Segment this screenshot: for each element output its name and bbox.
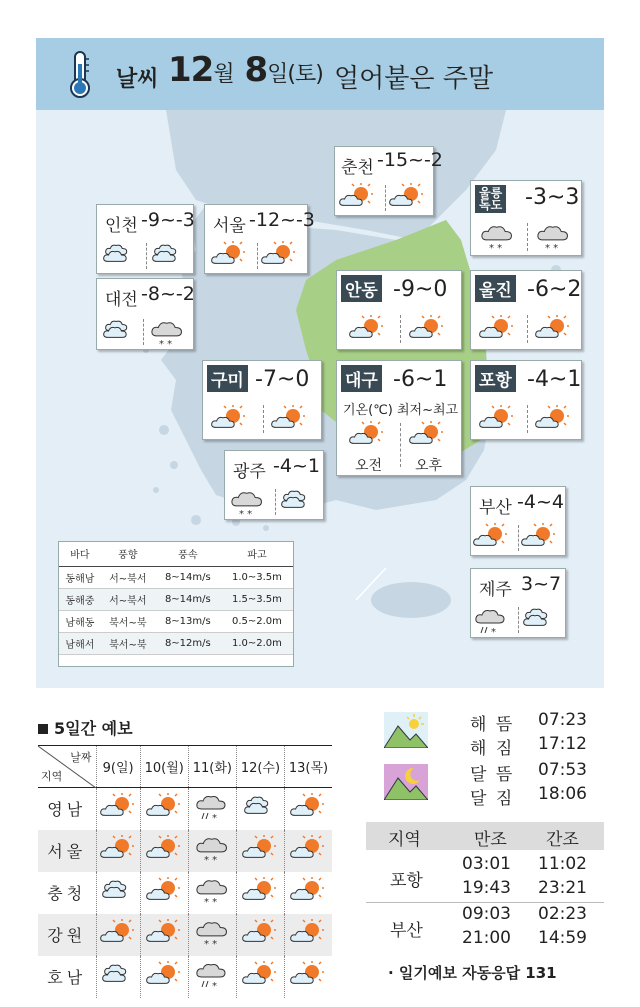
partly-cloudy-icon [146,974,182,993]
forecast-region: 호남 [47,968,87,987]
forecast-cell [96,830,140,872]
tide-divider [366,902,604,903]
tide-value: 09:03 [462,904,511,924]
city-temp: -9~-3 [141,209,195,231]
tide-header: 지역 만조 간조 [366,822,604,850]
sea-header-cell: 풍향 [101,542,155,566]
divider [263,405,264,433]
sea-cell: 1.0~2.0m [221,632,293,654]
snow-icon [194,892,230,911]
snow-icon [194,934,230,953]
svg-text:* *: * * [204,938,218,949]
sea-cell: 북서~북 [101,610,155,632]
city-name: 광주 [233,462,266,482]
partly-cloudy-icon [389,183,425,215]
partly-cloudy-icon [242,932,278,951]
forecast-cell [96,956,140,998]
forecast-cell [284,830,332,872]
city-temp: -8~-2 [141,283,195,305]
table-row [59,566,293,588]
forecast-cell [236,914,284,956]
partly-cloudy-icon [146,848,182,867]
am-label: 오전 [355,458,383,474]
cloudy-icon [100,974,136,993]
sea-cell: 동해중 [59,588,101,610]
sea-cell: 서~북서 [101,588,155,610]
city-temp: -6~2 [527,277,582,302]
partly-cloudy-icon [290,890,326,909]
forecast-header-row [38,746,332,788]
partly-cloudy-icon [146,890,182,909]
svg-text:*: * [491,627,496,637]
partly-cloudy-icon [146,806,182,825]
snow-icon [479,221,515,257]
divider [518,607,519,633]
cloudy-icon [150,241,186,273]
card-incheon [96,204,194,274]
moon-mountain-icon [384,764,428,800]
forecast-region: 강원 [38,914,96,956]
partly-cloudy-icon [271,405,307,437]
pm-label: 오후 [415,458,443,474]
card-jeju [470,568,566,638]
forecast-day: 12(수) [236,746,284,788]
divider [527,315,528,343]
partly-cloudy-icon [100,848,136,867]
tide-value: 02:23 [538,904,587,924]
tide-city-pohang: 포항 [390,871,423,891]
footer-note: · 일기예보 자동응답 131 [388,964,557,982]
forecast-cell [140,788,188,830]
forecast-cell [188,830,236,872]
card-chuncheon [334,146,443,216]
forecast-cell [140,914,188,956]
partly-cloudy-icon [521,523,557,555]
tide-value: 14:59 [538,928,587,948]
partly-cloudy-icon [535,405,571,437]
svg-text:* *: * * [204,854,218,865]
table-row [59,588,293,610]
partly-cloudy-icon [349,315,385,347]
forecast-cell [236,956,284,998]
forecast-cell [236,872,284,914]
partly-cloudy-icon [339,183,375,215]
city-name: 울진 [475,275,516,302]
forecast-day: 9(일) [96,746,140,788]
city-temp: -15~-2 [377,149,443,171]
card-uljin [470,270,582,350]
sea-header-row [59,542,293,566]
forecast-cell [236,830,284,872]
sea-cell: 북서~북 [101,632,155,654]
snow-icon [229,487,265,523]
forecast-title: 5일간 예보 [38,716,133,739]
card-gwangju [224,450,324,520]
header-date: 12월 8일(토) [168,50,323,90]
cloudy-icon [521,605,557,637]
partly-cloudy-icon [242,848,278,867]
forecast-corner: 날짜 지역 [38,746,96,788]
weather-page: 날씨 12월 8일(토) 얼어붙은 주말 춘천 -15~-2 인천 -9~-3 서울 -12~-3 울릉 독도 -3~3 * * * * 대전 -8~-2 * * 안동 -9~0 울진 -6~2 구미 -7~0 대구 -6~1 기온(℃) 최저~최고 오전 오후 포항 -4~1 광주 -4~1 * * 부산 -4~4 제주 3~7 * 바다 풍향 풍속 파고 동해남 서~북서 8~14m/s 1.0~3.5m 동해중 서~북서 8~14m/s 1.5~3.5m 남해동 북서~북 8~13m/s 0.5~2.0m 남해서 북서~북 8~12m/s 1.0~2.0m 5일간 예보 날짜 지역 9(일) 10(월) 11(화) 12(수) 13(목) 영남 * 서울 * * 충청 * * 강원 * * 호남 * 해 뜸 07:23 해 짐 17:12 달 뜸 07:53 달 짐 18:06 지역 만조 간조 포항 03:01 11:02 19:43 23:21 부산 09:03 02:23 21:00 14:59 · 일기예보 자동응답 131 [0,0,640,1007]
svg-text:*: * [212,812,218,823]
divider [527,223,528,251]
sea-cell: 8~14m/s [155,566,221,588]
sea-cell: 동해남 [59,566,101,588]
table-row [38,872,332,914]
partly-cloudy-icon [100,806,136,825]
divider [385,185,386,211]
forecast-cell [284,956,332,998]
forecast-cell [188,872,236,914]
divider [527,405,528,433]
table-row [38,914,332,956]
divider [400,315,401,343]
sea-cell: 서~북서 [101,566,155,588]
city-temp: -4~1 [527,367,582,392]
rain-snow-icon [194,976,230,995]
svg-text:* *: * * [204,896,218,907]
tide-value: 11:02 [538,854,587,874]
snow-icon [149,317,185,353]
cloudy-icon [242,806,278,825]
forecast-table [38,745,332,998]
city-temp: -12~-3 [249,209,315,231]
forecast-cell [140,956,188,998]
forecast-cell [140,830,188,872]
forecast-region: 영남 [47,800,87,820]
partly-cloudy-icon [211,241,247,273]
city-temp: -3~3 [525,185,580,210]
table-row [59,632,293,654]
page-title: 얼어붙은 주말 [334,64,493,94]
tide-value: 19:43 [462,878,511,898]
partly-cloudy-icon [409,315,445,347]
table-row [38,788,332,830]
city-name: 포항 [475,365,516,392]
city-temp: -4~1 [273,455,320,477]
svg-text:*: * [212,980,218,991]
city-name: 대구 [341,365,382,392]
forecast-day: 10(월) [140,746,188,788]
partly-cloudy-icon [479,315,515,347]
sea-cell: 8~12m/s [155,632,221,654]
partly-cloudy-icon [211,405,247,437]
svg-text:* *: * * [159,339,173,349]
rain-snow-icon [194,808,230,827]
city-name: 구미 [207,365,248,392]
card-daejeon [96,278,194,350]
svg-text:* *: * * [545,243,559,253]
partly-cloudy-icon [242,890,278,909]
cloudy-icon [101,241,137,273]
forecast-cell [284,914,332,956]
card-daegu [336,360,462,476]
forecast-day: 11(화) [188,746,236,788]
city-name: 안동 [341,275,382,302]
city-temp: -4~4 [517,491,564,513]
city-name: 대전 [105,290,138,310]
sea-cell: 남해서 [59,632,101,654]
city-temp: -6~1 [393,367,448,392]
sea-cell: 8~14m/s [155,588,221,610]
card-andong [336,270,462,350]
city-temp: -7~0 [255,367,310,392]
tide-city-busan: 부산 [390,921,423,941]
temp-legend: 기온(℃) 최저~최고 [343,403,459,418]
sea-header-cell: 파고 [221,542,293,566]
sea-cell: 0.5~2.0m [221,610,293,632]
rain-snow-icon [473,605,509,641]
table-row [59,610,293,632]
partly-cloudy-icon [290,806,326,825]
partly-cloudy-icon [473,523,509,555]
city-temp: 3~7 [521,573,562,595]
city-name: 제주 [479,580,512,600]
sea-cell: 1.0~3.5m [221,566,293,588]
cloudy-icon [279,487,315,519]
divider [400,423,401,467]
forecast-cell [284,872,332,914]
forecast-cell [188,788,236,830]
forecast-cell [236,788,284,830]
city-name: 인천 [105,216,138,236]
sea-conditions-table [58,541,294,667]
divider [143,319,144,345]
card-gumi [202,360,322,440]
forecast-cell [96,914,140,956]
tide-value: 03:01 [462,854,511,874]
divider [146,243,147,269]
snow-icon [535,221,571,257]
tide-value: 21:00 [462,928,511,948]
card-pohang [470,360,582,440]
city-name: 부산 [479,498,512,518]
header-label: 날씨 [116,67,159,92]
forecast-day: 13(목) [284,746,332,788]
sea-header-cell: 풍속 [155,542,221,566]
forecast-cell [96,872,140,914]
thermometer-icon [66,50,94,100]
table-row [38,830,332,872]
svg-text:* *: * * [489,243,503,253]
card-ulleung [470,180,582,256]
partly-cloudy-icon [261,241,297,273]
forecast-cell [96,788,140,830]
forecast-cell [188,956,236,998]
snow-icon [194,850,230,869]
sea-cell: 1.5~3.5m [221,588,293,610]
header-bar [36,38,604,110]
partly-cloudy-icon [479,405,515,437]
tide-value: 23:21 [538,878,587,898]
partly-cloudy-icon [409,421,445,453]
divider [257,243,258,269]
bullet-square-icon [38,724,48,734]
sea-cell: 남해동 [59,610,101,632]
svg-text:* *: * * [239,509,253,519]
table-row [38,956,332,998]
city-temp: -9~0 [393,277,448,302]
card-busan [470,486,566,556]
forecast-cell [140,872,188,914]
divider [275,489,276,515]
city-name: 춘천 [341,158,374,178]
partly-cloudy-icon [535,315,571,347]
forecast-region: 충청 [47,884,87,903]
partly-cloudy-icon [290,932,326,951]
partly-cloudy-icon [349,421,385,453]
sea-header-cell: 바다 [59,542,101,566]
sea-cell: 8~13m/s [155,610,221,632]
partly-cloudy-icon [100,932,136,951]
sun-mountain-icon [384,712,428,748]
partly-cloudy-icon [242,974,278,993]
forecast-cell [284,788,332,830]
city-name: 서울 [213,216,246,236]
forecast-cell [188,914,236,956]
partly-cloudy-icon [290,974,326,993]
partly-cloudy-icon [290,848,326,867]
card-seoul [204,204,315,274]
forecast-region: 서울 [38,830,96,872]
partly-cloudy-icon [146,932,182,951]
divider [518,525,519,551]
cloudy-icon [100,890,136,909]
cloudy-icon [101,317,137,349]
city-name: 울릉 독도 [475,185,506,213]
